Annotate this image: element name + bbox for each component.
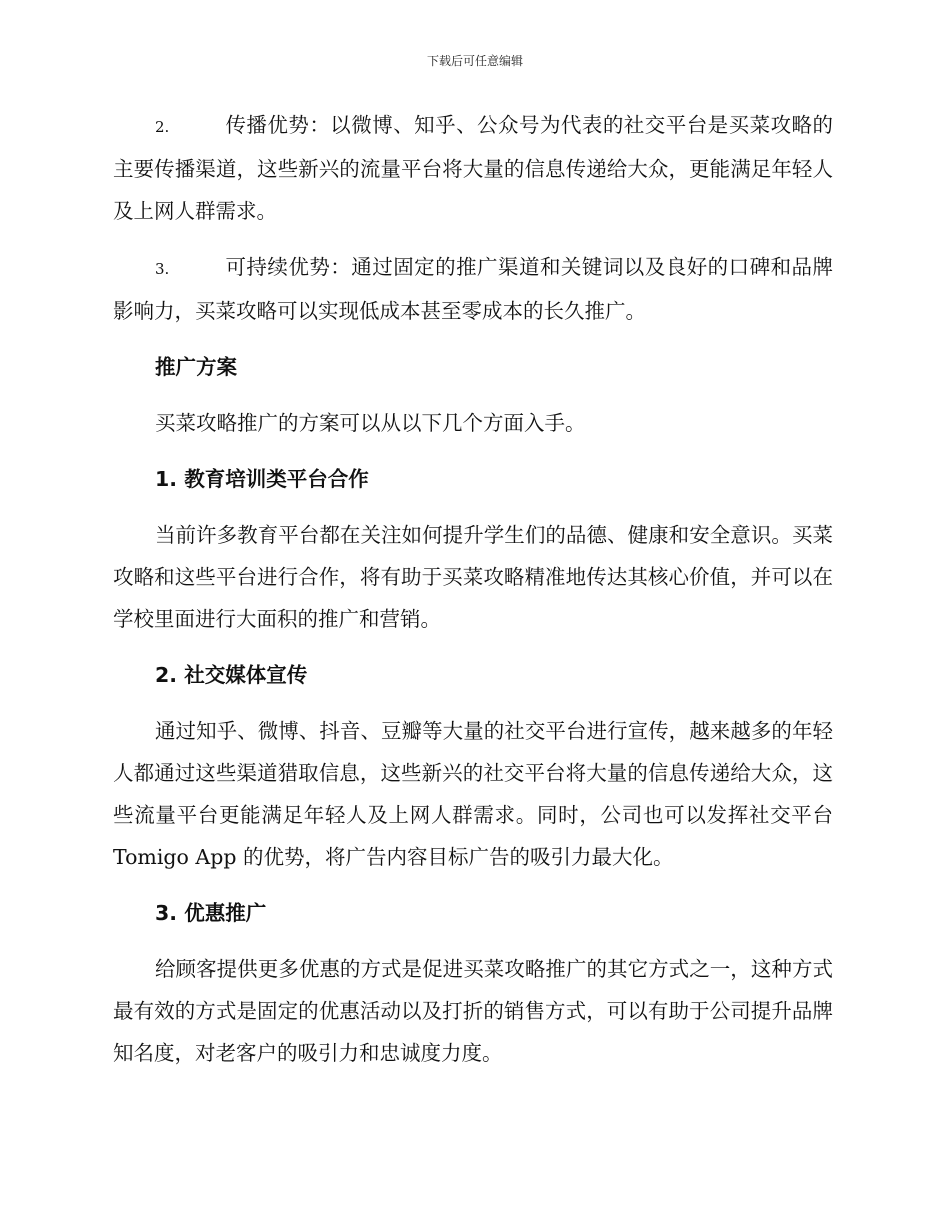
section-heading-education: 1. 教育培训类平台合作 (155, 467, 369, 491)
list-number: 2. (155, 118, 170, 136)
social-media-paragraph: 通过知乎、微博、抖音、豆瓣等大量的社交平台进行宣传，越来越多的年轻人都通过这些渠道猎取信息，这些新兴的社交平台将大量的信息传递给大众，这些流量平台更能满足年轻人及上网人群需求。同时，公司也可以发挥社交平台 Tomigo App 的优势，将广告内容目标广告的吸引力最大化。 (113, 719, 833, 869)
document-body (113, 104, 833, 1088)
list-number: 3. (155, 260, 170, 278)
page-header: 下载后可任意编辑 (426, 54, 523, 68)
section-heading-discount: 3. 优惠推广 (155, 901, 267, 925)
advantage-text: 可持续优势：通过固定的推广渠道和关键词以及良好的口碑和品牌影响力，买菜攻略可以实现低成本甚至零成本的长久推广。 (113, 255, 833, 323)
plan-intro-paragraph: 买菜攻略推广的方案可以从以下几个方面入手。 (155, 411, 586, 435)
discount-paragraph: 给顾客提供更多优惠的方式是促进买菜攻略推广的其它方式之一，这种方式最有效的方式是固定的优惠活动以及打折的销售方式，可以有助于公司提升品牌知名度，对老客户的吸引力和忠诚度力度。 (113, 957, 833, 1065)
section-heading-social-media: 2. 社交媒体宣传 (155, 663, 308, 687)
advantage-text: 传播优势：以微博、知乎、公众号为代表的社交平台是买菜攻略的主要传播渠道，这些新兴的流量平台将大量的信息传递给大众，更能满足年轻人及上网人群需求。 (113, 113, 833, 223)
education-paragraph: 当前许多教育平台都在关注如何提升学生们的品德、健康和安全意识。买菜攻略和这些平台进行合作，将有助于买菜攻略精准地传达其核心价值，并可以在学校里面进行大面积的推广和营销。 (113, 523, 833, 631)
advantage-item-3 (113, 246, 833, 332)
advantage-item-2 (113, 104, 833, 232)
section-heading-plan: 推广方案 (155, 355, 237, 379)
